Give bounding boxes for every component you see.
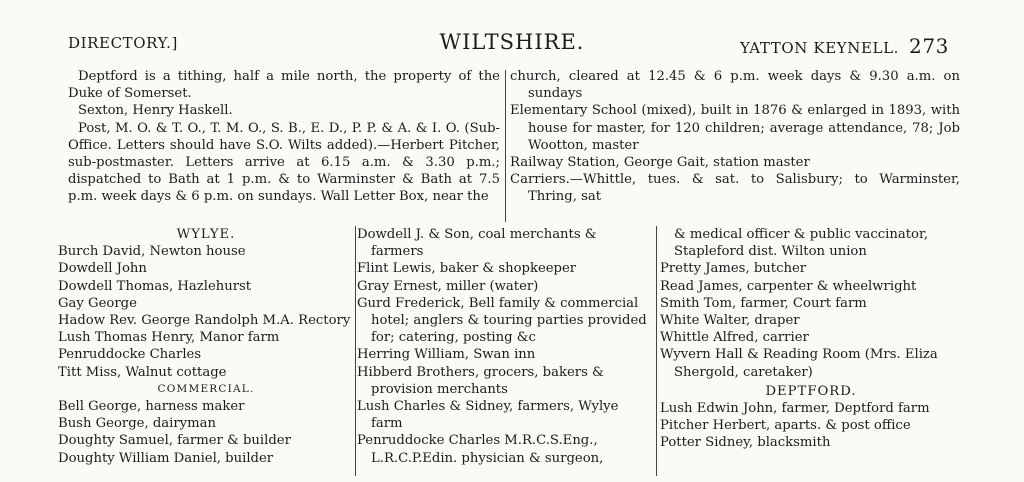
list-item: Herring William, Swan inn: [357, 347, 536, 363]
section-heading: DEPTFORD.: [765, 383, 857, 399]
page-number: 273: [909, 34, 949, 58]
list-item: Lush Charles & Sidney, farmers, Wylye farm: [357, 399, 619, 432]
paragraph: Deptford is a tithing, half a mile north, the property of the Duke of Somerset.: [68, 69, 500, 102]
paragraph: Elementary School (mixed), built in 1876 & enlarged in 1893, with house for master, for 120 children; average attendance, 78; Job Wootton, master: [510, 103, 960, 153]
directory-column-2: [357, 226, 653, 467]
list-item: Pitcher Herbert, aparts. & post office: [660, 418, 911, 434]
paragraph: Railway Station, George Gait, station master: [510, 155, 810, 171]
list-item: Bush George, dairyman: [58, 416, 216, 432]
list-item: Dowdell J. & Son, coal merchants & farmers: [357, 227, 597, 260]
column-divider: [505, 70, 506, 222]
paragraph: church, cleared at 12.45 & 6 p.m. week days & 9.30 a.m. on sundays: [510, 69, 960, 102]
header-place: YATTON KEYNELL.: [739, 39, 900, 57]
list-item: Penruddocke Charles M.R.C.S.Eng., L.R.C.P.Edin. physician & surgeon,: [357, 433, 604, 466]
list-item: Hadow Rev. George Randolph M.A. Rectory: [58, 313, 351, 329]
list-item: Lush Thomas Henry, Manor farm: [58, 330, 280, 346]
page-header: [0, 30, 1024, 56]
list-item: Gurd Frederick, Bell family & commercial hotel; anglers & touring parties provided for; catering, posting &c: [357, 295, 647, 346]
list-item: White Walter, draper: [660, 313, 800, 329]
list-item: Pretty James, butcher: [660, 261, 807, 277]
section-heading: COMMERCIAL.: [157, 382, 255, 395]
list-item: Smith Tom, farmer, Court farm: [660, 295, 867, 311]
header-left: DIRECTORY.]: [68, 34, 178, 52]
list-item: Flint Lewis, baker & shopkeeper: [357, 261, 577, 277]
list-item: Bell George, harness maker: [58, 399, 245, 415]
list-item: Potter Sidney, blacksmith: [660, 435, 831, 451]
list-item: Hibberd Brothers, grocers, bakers & provision merchants: [357, 364, 604, 397]
list-item: Penruddocke Charles: [58, 347, 202, 363]
list-item: Gay George: [58, 295, 137, 311]
header-title: WILTSHIRE.: [439, 30, 585, 54]
list-item: Gray Ernest, miller (water): [357, 278, 539, 294]
top-right-column: [510, 68, 960, 206]
top-left-column: [68, 68, 500, 206]
list-item: & medical officer & public vaccinator, Stapleford dist. Wilton union: [674, 227, 929, 260]
paragraph: Sexton, Henry Haskell.: [78, 103, 233, 119]
directory-column-1: [58, 226, 354, 467]
list-item: Wyvern Hall & Reading Room (Mrs. Eliza Shergold, caretaker): [660, 347, 938, 380]
column-divider: [355, 226, 356, 476]
paragraph: Carriers.—Whittle, tues. & sat. to Salisbury; to Warminster, Thring, sat: [510, 172, 960, 205]
section-heading: WYLYE.: [176, 227, 236, 242]
list-item: Read James, carpenter & wheelwright: [660, 278, 917, 294]
list-item: Lush Edwin John, farmer, Deptford farm: [660, 401, 930, 417]
list-item: Titt Miss, Walnut cottage: [58, 364, 227, 380]
list-item: Doughty William Daniel, builder: [58, 450, 274, 466]
header-right: [740, 34, 949, 58]
list-item: Whittle Alfred, carrier: [660, 330, 809, 346]
list-item: Dowdell John: [58, 261, 147, 277]
list-item: Dowdell Thomas, Hazlehurst: [58, 278, 252, 294]
directory-column-3: [660, 226, 962, 452]
paragraph: Post, M. O. & T. O., T. M. O., S. B., E. D., P. P. & A. & I. O. (Sub-Office. Letters should have S.O. Wilts added).—Herbert Pitcher, sub-postmaster. Letters arrive at 6.15 a.m. & 3.30 p.m.; dispatched to Bath at 1 p.m. & to Warminster & Bath at 7.5 p.m. week days & 6 p.m. on sundays. Wall Letter Box, near the: [68, 120, 500, 205]
list-item: Burch David, Newton house: [58, 244, 246, 260]
list-item: Doughty Samuel, farmer & builder: [58, 433, 291, 449]
column-divider: [656, 226, 657, 476]
